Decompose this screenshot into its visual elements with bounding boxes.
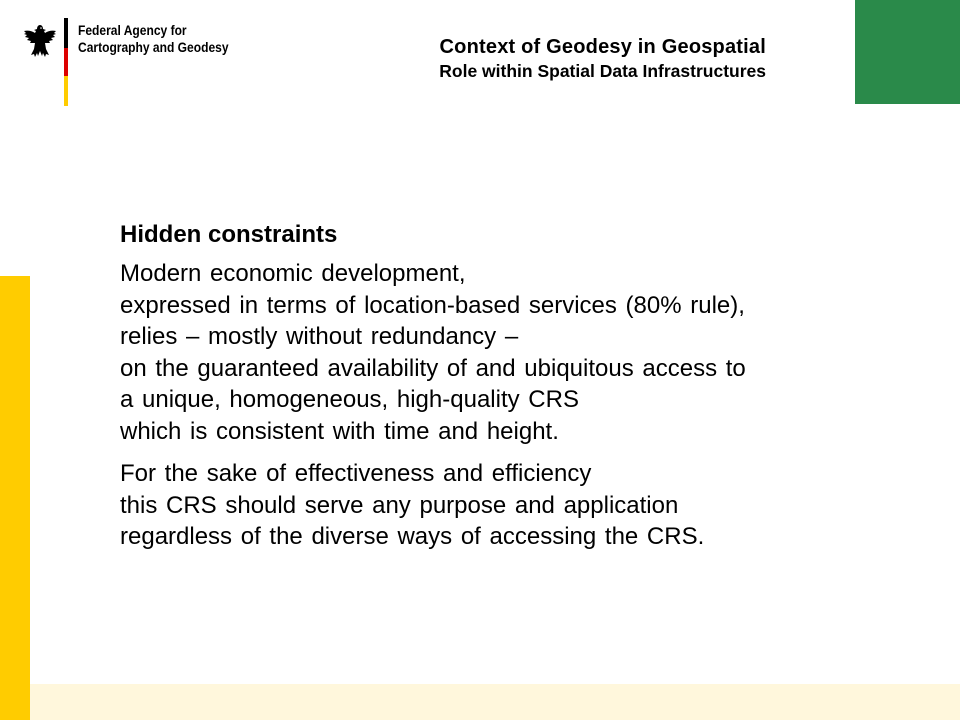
slide-title: Context of Geodesy in Geospatial [439, 36, 766, 58]
slide-body [120, 218, 950, 553]
agency-name-line2: Cartography and Geodesy [78, 39, 229, 55]
agency-name-line1: Federal Agency for [78, 22, 187, 38]
paragraph-2-line: this CRS should serve any purpose and application [120, 491, 679, 519]
paragraph-2-line: For the sake of effectiveness and efficiency [120, 460, 592, 487]
paragraph-2-line: regardless of the diverse ways of accessing the CRS. [120, 523, 705, 550]
agency-logo [22, 18, 252, 108]
paragraph-1-line: on the guaranteed availability of and ubiquitous access to [120, 354, 746, 382]
federal-eagle-icon [22, 22, 58, 62]
slide-subtitle: Role within Spatial Data Infrastructures [439, 61, 766, 81]
paragraph-1 [120, 258, 950, 447]
german-flag-stripe [64, 18, 68, 106]
slide-header [439, 35, 766, 83]
paragraph-1-line: which is consistent with time and height. [120, 417, 559, 445]
section-heading: Hidden constraints [120, 221, 338, 248]
paragraph-1-line: Modern economic development, [120, 260, 466, 287]
green-corner-block [855, 0, 960, 104]
paragraph-1-line: relies – mostly without redundancy – [120, 323, 519, 350]
paragraph-2 [120, 458, 950, 553]
agency-name [78, 22, 229, 56]
footer-strip [30, 684, 960, 720]
yellow-side-bar [0, 276, 30, 720]
paragraph-1-line: expressed in terms of location-based services (80% rule), [120, 291, 745, 319]
paragraph-1-line: a unique, homogeneous, high-quality CRS [120, 386, 579, 413]
